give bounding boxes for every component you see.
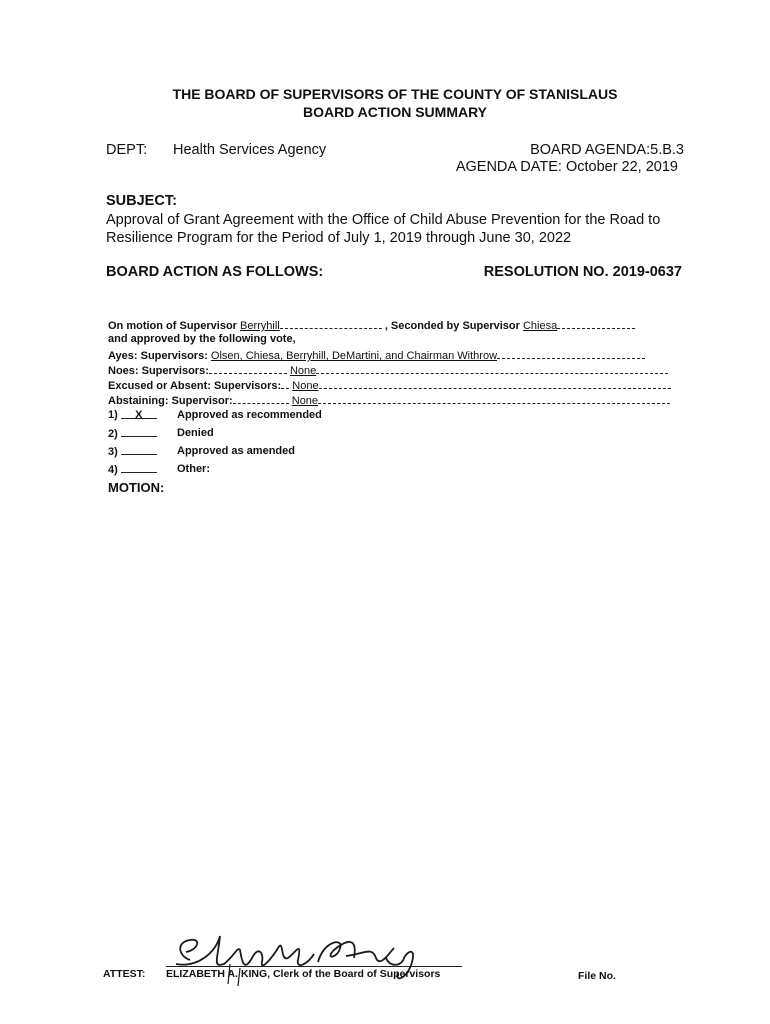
noes-label: Noes: Supervisors: [108,365,209,377]
motion-label: On motion of Supervisor [108,320,237,332]
dash-fill [318,393,670,404]
dash-fill [281,378,289,389]
ayes-names: Olsen, Chiesa, Berryhill, DeMartini, and Chairman Withrow [210,350,498,362]
motion-footer: MOTION: [108,480,165,495]
option-mark [121,445,157,455]
dash-fill [557,318,635,329]
option-number: 1) [108,409,118,421]
abstaining-line [108,393,670,407]
agenda-date: AGENDA DATE: October 22, 2019 [455,159,678,175]
file-number-label: File No. [578,970,616,982]
seconded-by: Chiesa [522,320,558,332]
motion-by: Berryhill [240,320,280,332]
abstaining-value: None [291,395,319,407]
ayes-label: Ayes: Supervisors: [108,350,208,362]
subject-line-2: Resilience Program for the Period of July 1, 2019 through June 30, 2022 [106,230,572,246]
option-label: Approved as recommended [177,409,322,421]
excused-label: Excused or Absent: Supervisors: [108,380,282,392]
seconded-label: , Seconded by Supervisor [384,320,520,332]
option-row [108,427,214,440]
option-mark [121,427,157,437]
signature-line [166,966,462,967]
option-row [108,463,210,476]
subject-line-1: Approval of Grant Agreement with the Office of Child Abuse Prevention for the Road to [106,212,661,228]
dash-fill [319,378,671,389]
document-title: THE BOARD OF SUPERVISORS OF THE COUNTY OF STANISLAUS [172,86,618,102]
dash-fill [316,363,668,374]
dept-value: Health Services Agency [173,142,327,158]
approved-line: and approved by the following vote, [108,333,296,345]
motion-line [108,318,635,332]
dash-fill [233,393,289,404]
dash-fill [497,348,645,359]
board-agenda: BOARD AGENDA:5.B.3 [530,142,684,158]
dash-fill [280,318,382,329]
option-number: 2) [108,428,118,440]
excused-value: None [292,380,319,392]
option-label: Other: [177,463,210,475]
dept-label: DEPT: [106,142,148,158]
board-action-heading: BOARD ACTION AS FOLLOWS: [106,264,324,280]
noes-value: None [289,365,317,377]
abstaining-label: Abstaining: Supervisor: [108,395,233,407]
noes-line [108,363,668,377]
option-row [108,409,322,421]
ayes-line [108,348,645,362]
option-mark [121,463,157,473]
option-label: Approved as amended [177,445,295,457]
option-number: 3) [108,446,118,458]
dash-fill [209,363,287,374]
attest-label: ATTEST: [103,968,146,980]
option-number: 4) [108,464,118,476]
option-row [108,445,295,458]
subject-label: SUBJECT: [106,193,177,209]
option-mark: X [121,409,157,419]
option-label: Denied [177,427,214,439]
excused-line [108,378,671,392]
resolution-number: RESOLUTION NO. 2019-0637 [483,264,682,280]
clerk-name: ELIZABETH A. KING, Clerk of the Board of Supervisors [166,968,441,980]
document-subtitle: BOARD ACTION SUMMARY [302,104,488,120]
